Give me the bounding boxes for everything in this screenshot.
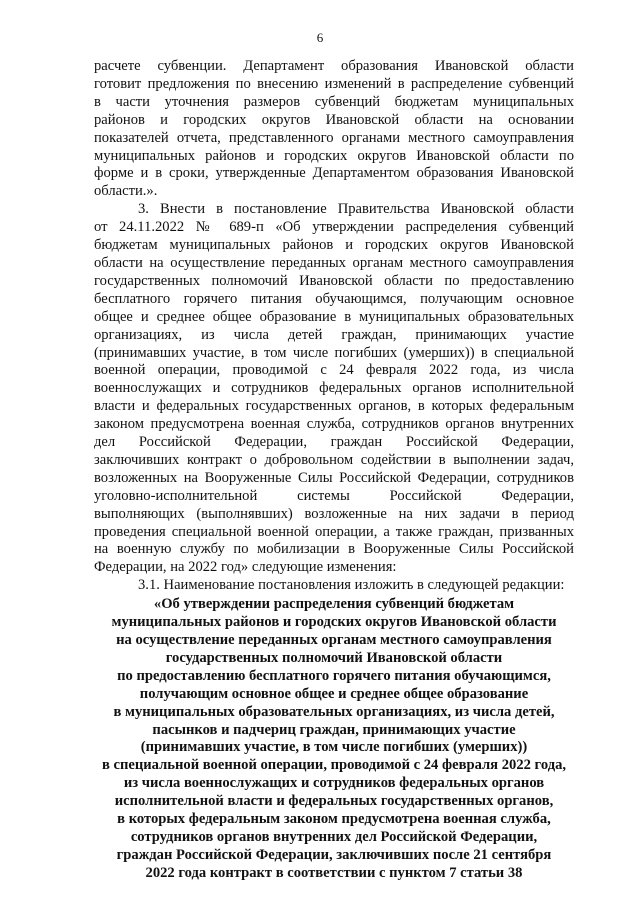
title-line: в муниципальных образовательных организациях, из числа детей, <box>113 703 555 720</box>
text-line: форме и в сроки, утвержденные Департаментом образования Ивановской <box>94 165 574 182</box>
text-line: бюджетам муниципальных районов и городских округов Ивановской <box>94 237 574 254</box>
text-line: государственных полномочий Ивановской области по предоставлению <box>94 272 574 289</box>
text-line: Федерации, на 2022 год» следующие изменения: <box>94 559 397 576</box>
text-line: заключивших контракт о добровольном содействии в выполнении задач, <box>94 451 574 468</box>
text-line: военнослужащих и сотрудников федеральных органов исполнительной <box>94 380 574 397</box>
title-line: получающим основное общее и среднее общее образование <box>139 685 529 702</box>
title-line: (принимавших участие, в том числе погибших (умерших)) <box>140 739 528 756</box>
title-line: 2022 года контракт в соответствии с пунктом 7 статьи 38 <box>145 864 523 881</box>
title-line: сотрудников органов внутренних дел Российской Федерации, <box>130 828 538 845</box>
text-line: области на осуществление переданных органам местного самоуправления <box>94 254 574 271</box>
text-line: выполняющих (выполнявших) возложенные на них задачи в период <box>94 505 574 522</box>
paragraph-3 <box>94 577 574 595</box>
text-line: уголовно-исполнительной системы Российской Федерации, <box>94 487 574 504</box>
text-line: военной операции, проводимой с 24 февраля 2022 года, из числа <box>94 362 574 379</box>
text-line: законом предусмотрена военная служба, сотрудников органов внутренних <box>94 416 574 433</box>
text-line: показателей отчета, представленного органами местного самоуправления <box>94 129 574 146</box>
text-line: возложенных на Вооруженные Силы Российской Федерации, сотрудников <box>94 469 574 486</box>
page-number: 6 <box>316 30 324 45</box>
text-line: расчете субвенции. Департамент образования Ивановской области <box>94 58 574 74</box>
paragraph-1 <box>94 58 574 201</box>
title-line: исполнительной власти и федеральных государственных органов, <box>114 793 554 810</box>
text-line: организациях, из числа детей граждан, принимающих участие <box>94 326 574 343</box>
text-line: бесплатного горячего питания обучающимся, получающим основное <box>94 290 574 307</box>
title-line: государственных полномочий Ивановской области <box>165 649 503 666</box>
title-line: по предоставлению бесплатного горячего питания обучающимся, <box>117 667 551 684</box>
text-line: (принимавших участие, в том числе погибших (умерших)) в специальной <box>94 344 574 361</box>
text-line: муниципальных районов и городских округов Ивановской области по <box>94 147 574 164</box>
text-line: дел Российской Федерации, граждан Российской Федерации, <box>94 434 574 451</box>
title-line: на осуществление переданных органам местного самоуправления <box>116 632 552 648</box>
title-line: из числа военнослужащих и сотрудников федеральных органов <box>123 775 545 792</box>
document-body <box>94 58 574 883</box>
text-line: общее и среднее общее образование в муниципальных образовательных <box>94 308 574 325</box>
text-line: на военную службу по мобилизации в Вооруженные Силы Российской <box>94 541 574 558</box>
paragraph-2 <box>94 201 574 577</box>
text-line: районов и городских округов Ивановской области на основании <box>94 111 574 128</box>
title-line: пасынков и падчериц граждан, принимающих участие <box>152 721 516 738</box>
text-line: проведения специальной военной операции, а также граждан, призванных <box>94 523 574 540</box>
title-line: в которых федеральным законом предусмотрена военная служба, <box>117 811 551 828</box>
text-line: власти и федеральных государственных органов, в которых федеральным <box>94 398 574 415</box>
title-line: в специальной военной операции, проводимой с 24 февраля 2022 года, <box>101 757 567 774</box>
text-line: в части уточнения размеров субвенций бюджетам муниципальных <box>94 93 574 110</box>
text-line: области.». <box>94 183 158 200</box>
text-line: 3.1. Наименование постановления изложить в следующей редакции: <box>138 577 565 594</box>
title-line: граждан Российской Федерации, заключивших после 21 сентября <box>116 846 552 863</box>
title-line: «Об утверждении распределения субвенций бюджетам <box>153 596 515 613</box>
text-line: готовит предложения по внесению изменений в распределение субвенций <box>94 75 574 92</box>
title-line: муниципальных районов и городских округов Ивановской области <box>111 614 557 631</box>
text-line: 3. Внести в постановление Правительства Ивановской области <box>138 201 574 218</box>
resolution-title <box>94 596 574 883</box>
text-line: от 24.11.2022 № 689-п «Об утверждении распределения субвенций <box>94 219 574 236</box>
